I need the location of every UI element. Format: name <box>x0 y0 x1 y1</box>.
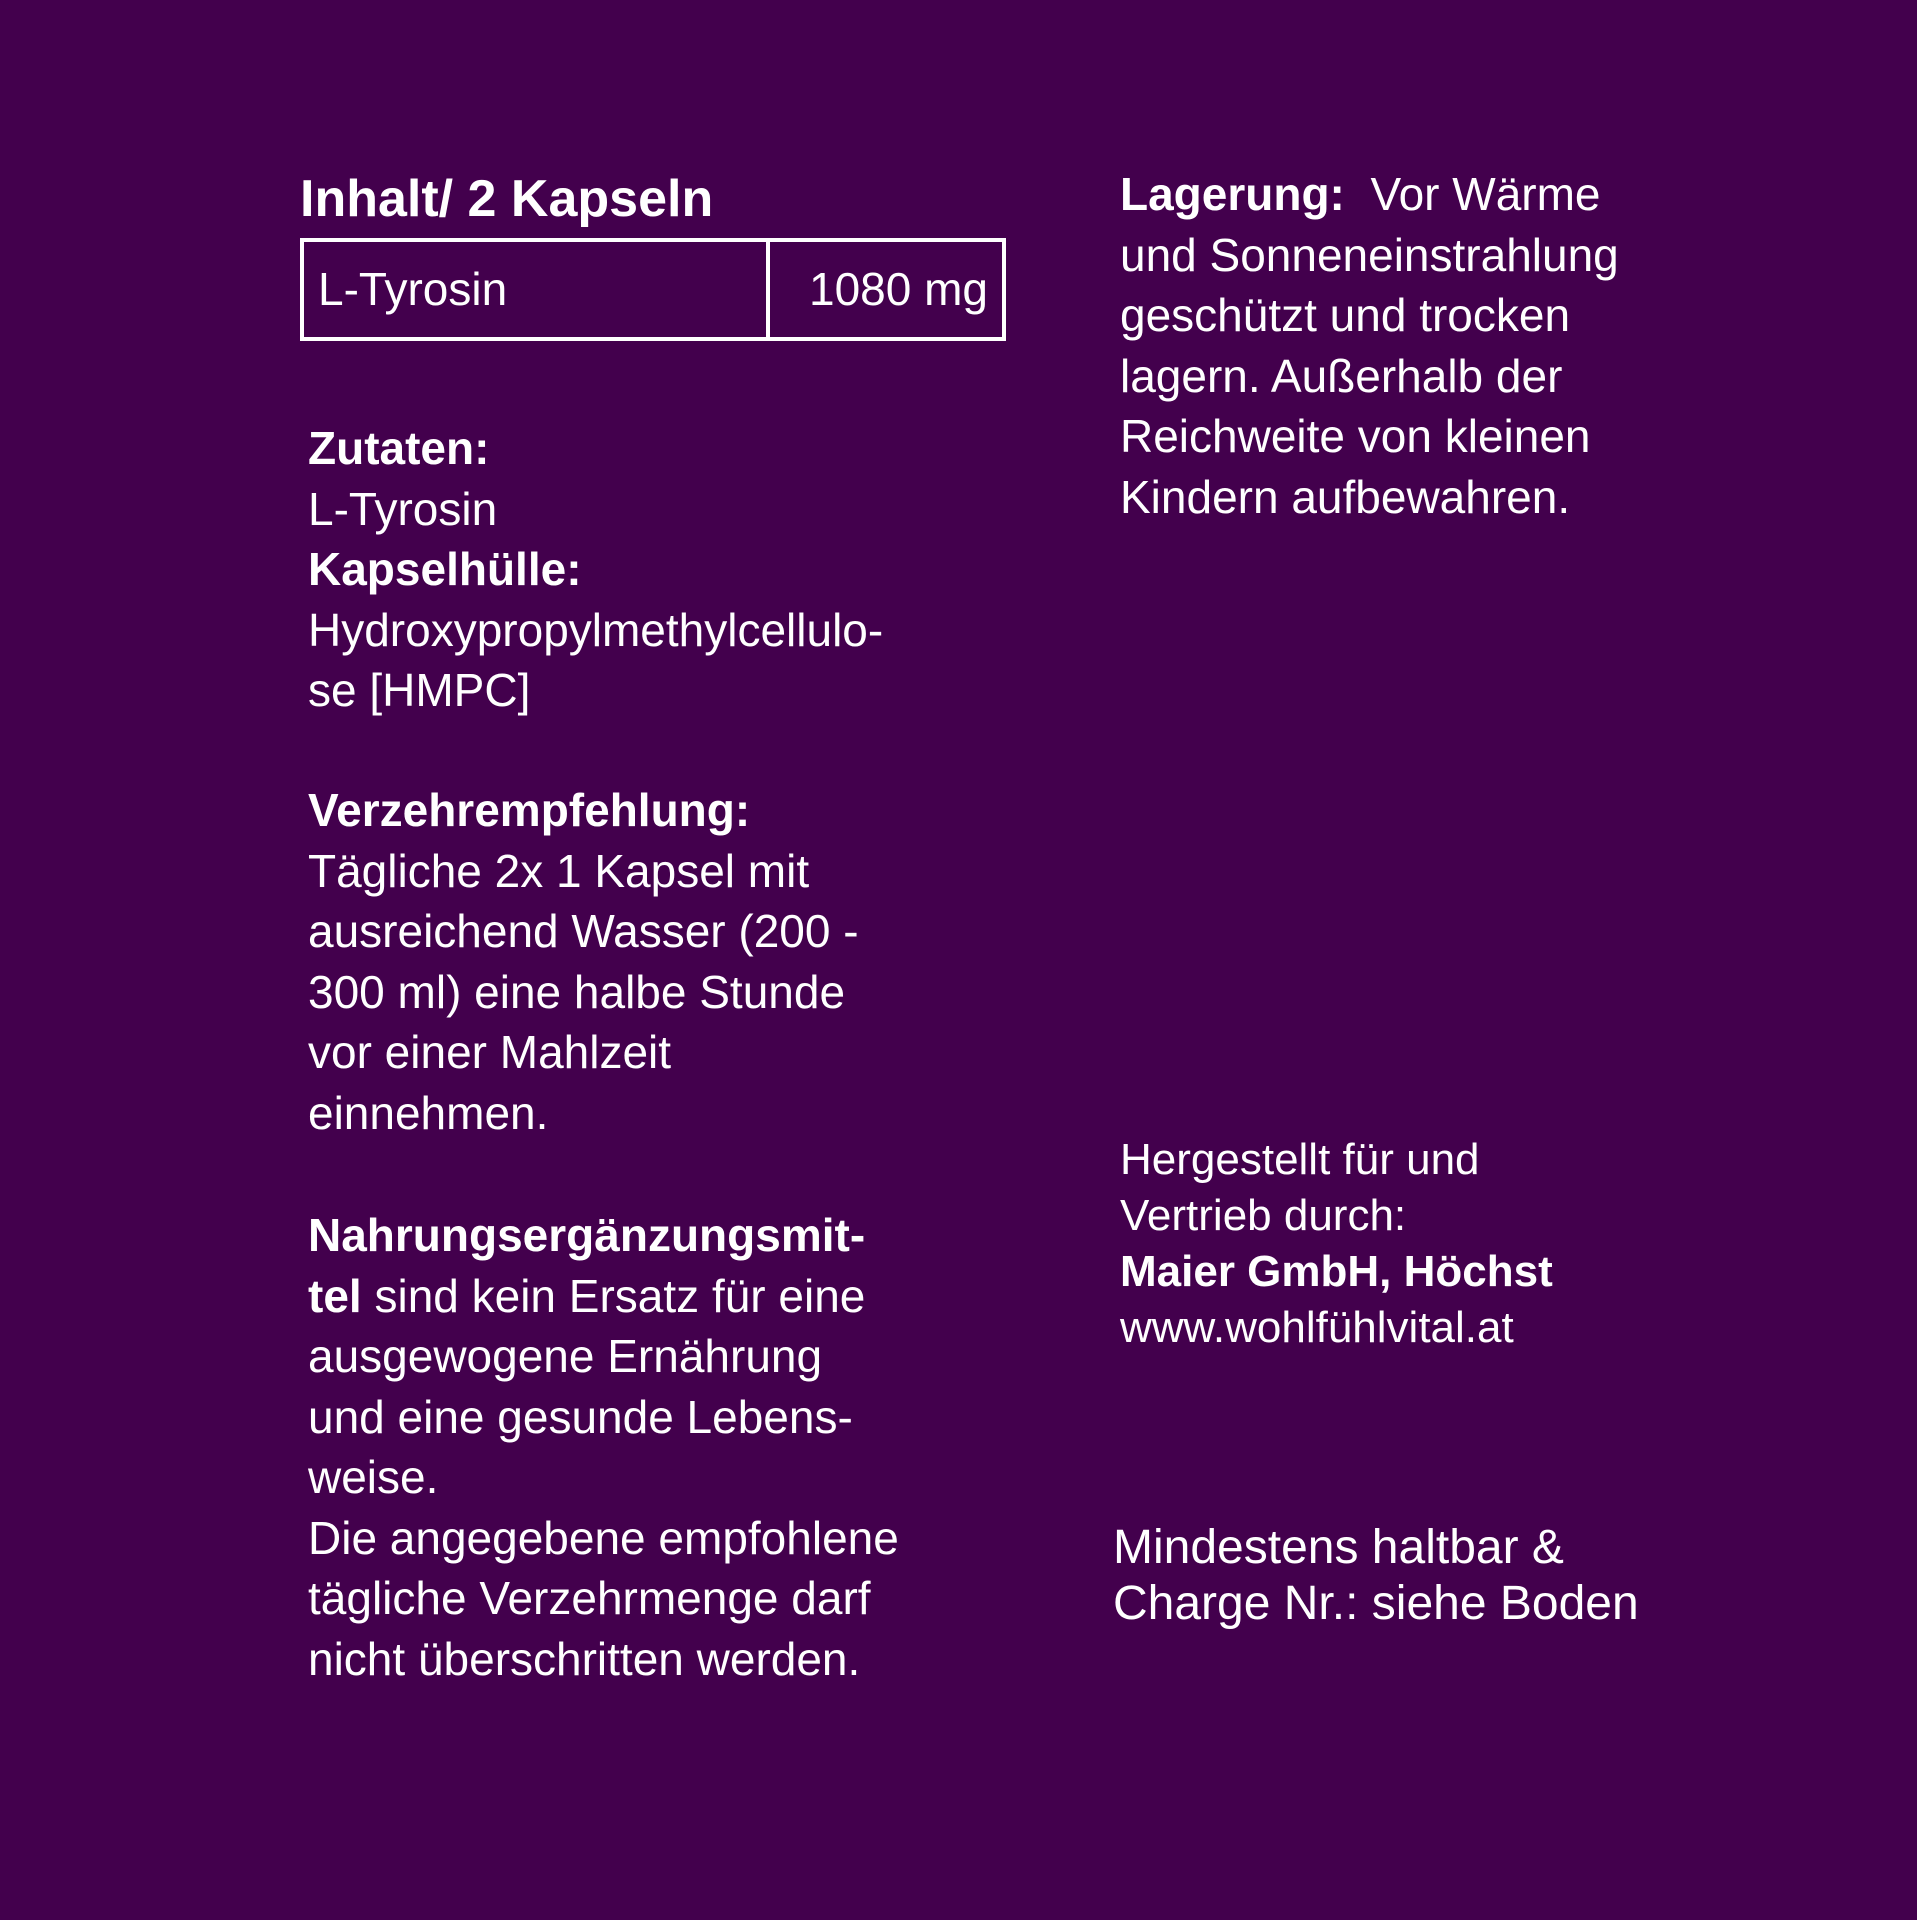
hersteller-line: Hergestellt für und <box>1120 1135 1480 1184</box>
verzehrempfehlung-line: vor einer Mahlzeit <box>308 1026 672 1078</box>
verzehrempfehlung-line: 300 ml) eine halbe Stunde <box>308 965 846 1018</box>
lagerung-line: lagern. Außerhalb der <box>1120 349 1563 402</box>
hinweis-line: und eine gesunde Lebens- <box>308 1390 853 1443</box>
nutrient-table <box>300 238 1006 341</box>
lagerung-line: Kindern aufbewahren. <box>1120 470 1571 523</box>
nutrient-amount-cell: 1080 mg <box>808 263 988 315</box>
lagerung-line: Reichweite von kleinen <box>1120 410 1591 462</box>
verzehrempfehlung-line: einnehmen. <box>308 1086 549 1139</box>
kapselhuelle-heading: Kapselhülle: <box>308 543 582 595</box>
lagerung-line: und Sonneneinstrahlung <box>1120 228 1619 281</box>
lagerung-line-rest: Vor Wärme <box>1344 168 1601 220</box>
lagerung-line: geschützt und trocken <box>1120 289 1571 341</box>
hersteller-section <box>1120 1132 1553 1356</box>
hinweis-line: tägliche Verzehrmenge darf <box>308 1572 871 1624</box>
hinweis-section <box>308 1205 899 1689</box>
mhd-line: Charge Nr.: siehe Boden <box>1113 1577 1639 1630</box>
kapselhuelle-line: se [HMPC] <box>308 664 531 716</box>
hinweis-line: weise. <box>308 1451 439 1503</box>
verzehrempfehlung-section <box>308 780 859 1143</box>
verzehrempfehlung-line: ausreichend Wasser (200 - <box>308 905 859 957</box>
website-link[interactable]: www.wohlfühlvital.at <box>1120 1303 1514 1352</box>
verzehrempfehlung-heading: Verzehrempfehlung: <box>308 784 751 836</box>
company-name: Maier GmbH, Höchst <box>1120 1247 1553 1296</box>
zutaten-value: L-Tyrosin <box>308 482 498 535</box>
inhalt-title: Inhalt/ 2 Kapseln <box>300 170 714 228</box>
lagerung-heading: Lagerung: <box>1120 168 1345 220</box>
hinweis-line: nicht überschritten werden. <box>308 1632 861 1685</box>
mhd-section <box>1113 1520 1639 1632</box>
hersteller-line: Vertrieb durch: <box>1120 1191 1407 1240</box>
kapselhuelle-line: Hydroxypropylmethylcellulo- <box>308 603 884 656</box>
lagerung-section <box>1120 164 1619 527</box>
hinweis-line-rest: sind kein Ersatz für eine <box>361 1269 866 1322</box>
verzehrempfehlung-line: Tägliche 2x 1 Kapsel mit <box>308 844 810 897</box>
hinweis-line: ausgewogene Ernährung <box>308 1330 823 1382</box>
hinweis-line <box>308 1266 899 1327</box>
hinweis-bold-word: tel <box>308 1269 362 1322</box>
lagerung-first-line <box>1120 164 1619 225</box>
mhd-line: Mindestens haltbar & <box>1113 1521 1564 1574</box>
zutaten-heading: Zutaten: <box>308 422 490 474</box>
nutrient-name-cell: L-Tyrosin <box>304 242 770 337</box>
hinweis-bold-line: Nahrungsergänzungsmit- <box>308 1209 866 1261</box>
zutaten-section <box>308 418 883 721</box>
hinweis-line: Die angegebene empfohlene <box>308 1511 899 1564</box>
